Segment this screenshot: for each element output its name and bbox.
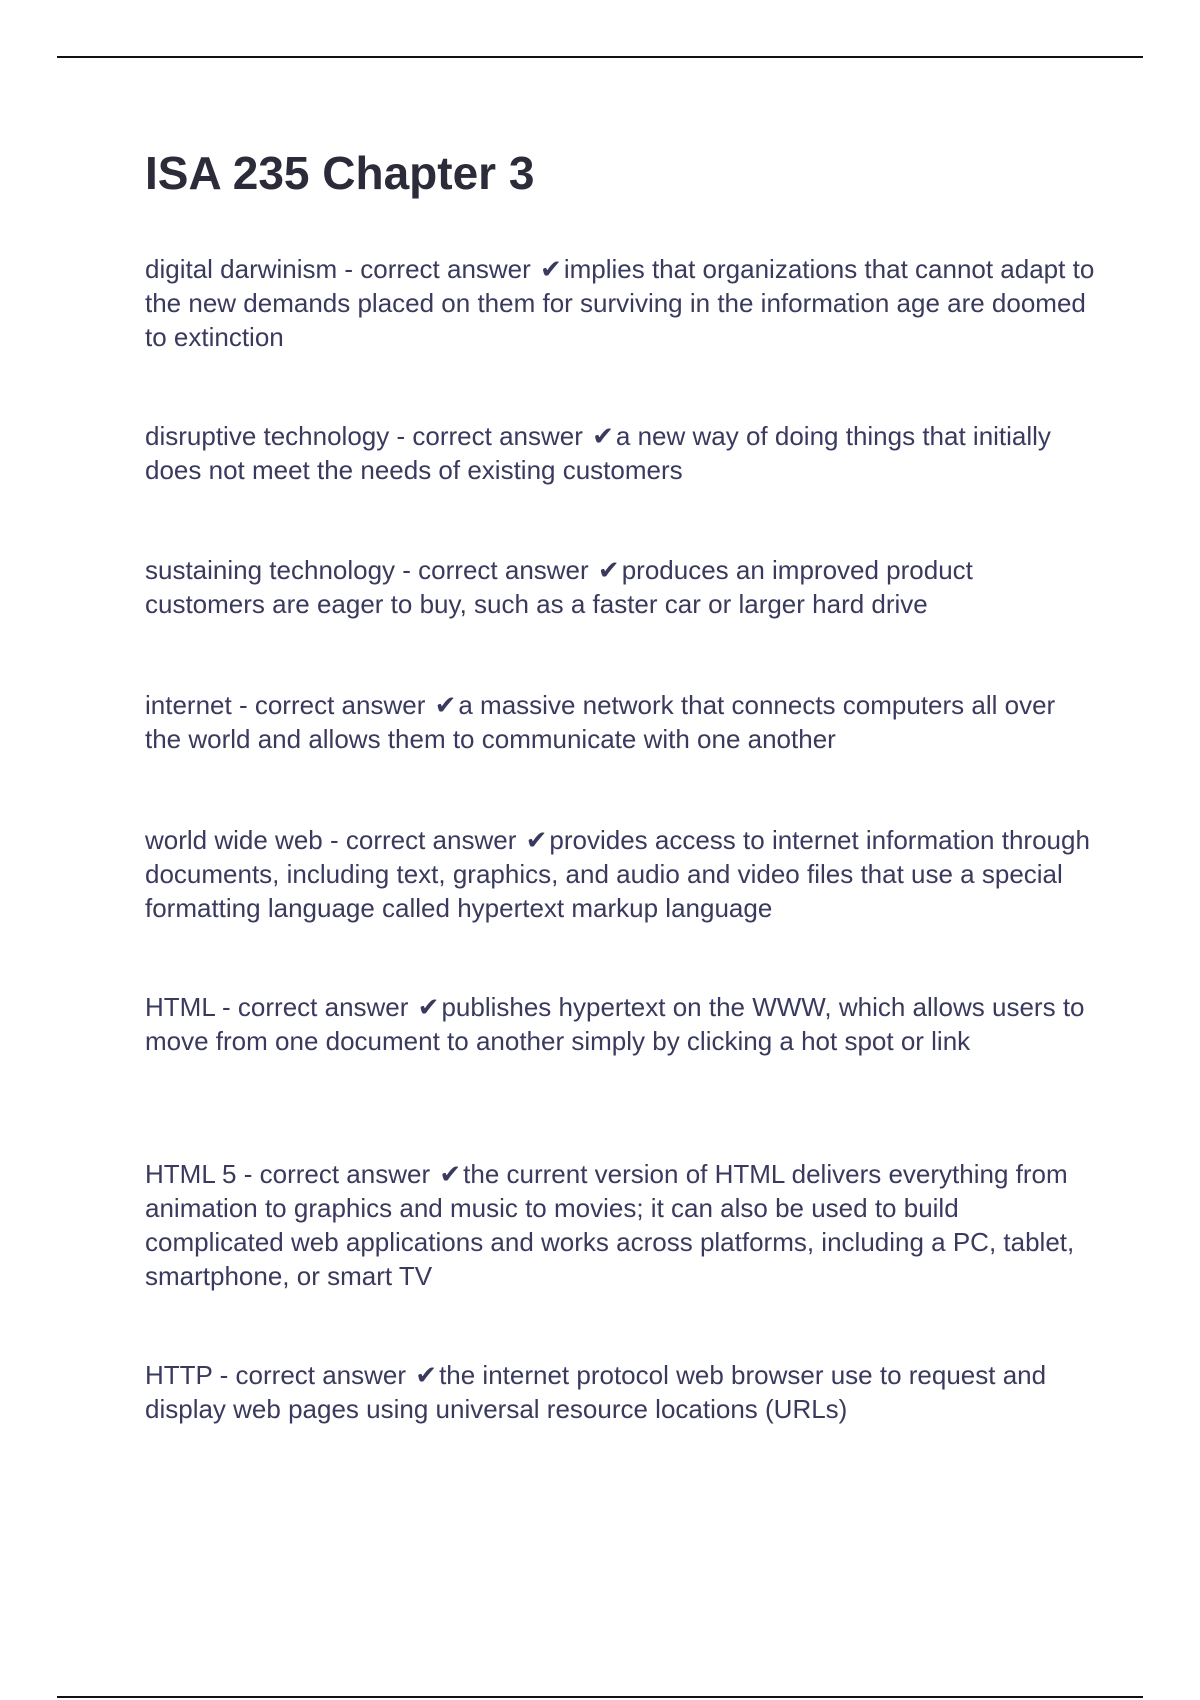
top-rule — [57, 56, 1143, 58]
check-icon: ✔ — [540, 254, 562, 284]
term: disruptive technology — [145, 421, 390, 451]
term: internet — [145, 690, 232, 720]
check-icon: ✔ — [417, 992, 440, 1022]
term: digital darwinism — [145, 254, 338, 284]
term: HTTP — [145, 1360, 213, 1390]
definition: publishes hypertext on the WWW, which allows users to move from one document to another simply by clicking a hot spot or link — [145, 992, 1085, 1056]
qa-entry — [145, 1358, 1095, 1426]
definition: produces an improved product customers are eager to buy, such as a faster car or larger hard drive — [145, 555, 973, 619]
term: HTML — [145, 992, 215, 1022]
answer-separator: - correct answer — [329, 825, 524, 855]
term: world wide web — [145, 825, 323, 855]
bottom-rule — [57, 1696, 1143, 1698]
qa-entry — [145, 1157, 1095, 1293]
check-icon: ✔ — [597, 555, 620, 585]
check-icon: ✔ — [592, 421, 614, 451]
definition: a new way of doing things that initially does not meet the needs of existing customers — [145, 421, 1051, 485]
definition: provides access to internet information through documents, including text, graphics, and audio and video files that use a special formatting language called hypertext markup language — [145, 825, 1090, 923]
page-title: ISA 235 Chapter 3 — [145, 147, 535, 199]
answer-separator: - correct answer — [219, 1360, 414, 1390]
answer-separator: - correct answer — [243, 1159, 438, 1189]
definition: the current version of HTML delivers everything from animation to graphics and music to movies; it can also be used to build complicated web applications and works across platforms, including a PC, tablet, smartphone, or smart TV — [145, 1159, 1075, 1291]
qa-entry — [145, 823, 1095, 925]
answer-separator: - correct answer — [396, 421, 591, 451]
check-icon: ✔ — [439, 1159, 462, 1189]
definition: a massive network that connects computers all over the world and allows them to communicate with one another — [145, 690, 1056, 754]
check-icon: ✔ — [415, 1360, 438, 1390]
qa-entry — [145, 990, 1095, 1058]
qa-entry — [145, 553, 1095, 621]
check-icon: ✔ — [525, 825, 548, 855]
qa-entry — [145, 419, 1095, 487]
answer-separator: - correct answer — [402, 555, 596, 585]
answer-separator: - correct answer — [222, 992, 416, 1022]
answer-separator: - correct answer — [238, 690, 433, 720]
term: HTML 5 — [145, 1159, 237, 1189]
check-icon: ✔ — [434, 690, 457, 720]
definition: implies that organizations that cannot adapt to the new demands placed on them for surviving in the information age are doomed to extinction — [145, 254, 1095, 352]
qa-entry — [145, 688, 1095, 756]
qa-entry — [145, 252, 1095, 354]
definition: the internet protocol web browser use to request and display web pages using universal resource locations (URLs) — [145, 1360, 1047, 1424]
term: sustaining technology — [145, 555, 396, 585]
answer-separator: - correct answer — [344, 254, 539, 284]
